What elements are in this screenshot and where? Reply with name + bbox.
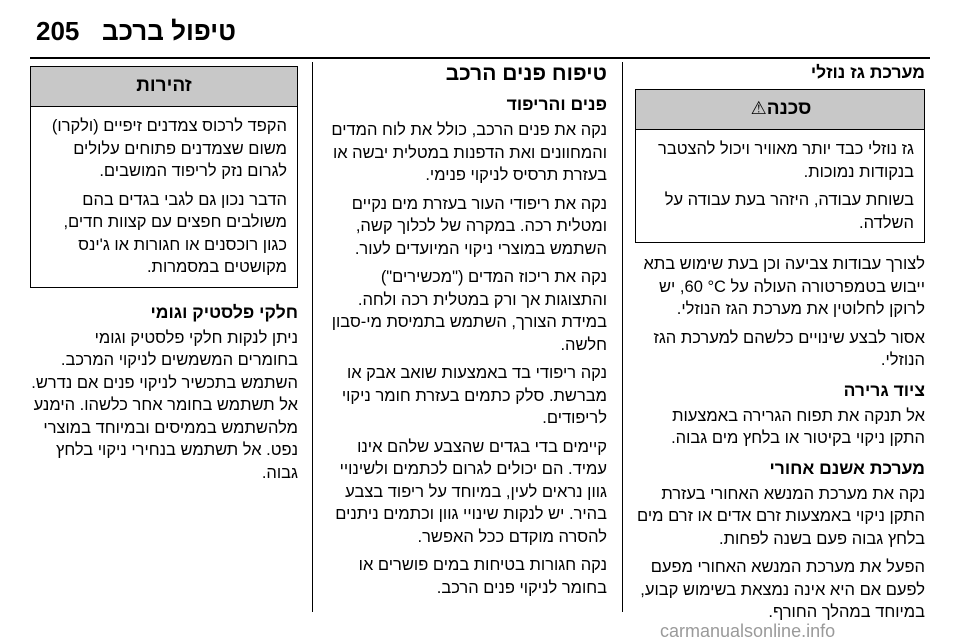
subsection-title-rear-carrier: מערכת אשנם אחורי (769, 457, 925, 478)
warning-triangle-icon: ⚠ (750, 98, 767, 118)
section-title-interior: טיפוח פנים הרכב (445, 62, 607, 85)
body-paragraph: הפעל את מערכת המנשא האחורי מפעם לפעם אם היא אינה נמצאת בשימוש קבוע, במיוחד במהלך החורף. (640, 558, 925, 621)
header-divider (30, 57, 930, 59)
section-title-lpg: מערכת גז נוזלי (810, 62, 925, 82)
middle-column (322, 62, 607, 605)
body-paragraph: נקה את פנים הרכב, כולל את לוח המדים והמחוונים ואת הדפנות במטלית יבשה או בעזרת תרסיס לניקוי פנימי. (331, 121, 607, 184)
subsection-title-towing: ציוד גרירה (843, 379, 925, 400)
danger-box (635, 89, 925, 243)
body-paragraph: נקה חגורות בטיחות במים פושרים או בחומר לניקוי פנים הרכב. (358, 556, 607, 597)
caution-paragraph: הדבר נכון גם לגבי בגדים בהם משולבים חפצים עם קצוות חדים, כגון רוכסנים או חגורות או ג'ינס מקושטים במסמרות. (63, 190, 287, 276)
column-divider (312, 62, 313, 612)
left-column (30, 62, 298, 490)
caution-box-header (31, 67, 297, 107)
section-title-plastic: חלקי פלסטיק וגומי (150, 301, 298, 322)
chapter-title: טיפול ברכב (102, 16, 236, 46)
body-paragraph: ניתן לנקות חלקי פלסטיק וגומי בחומרים המשמשים לניקוי המרכב. השתמש בתכשיר לניקוי פנים אם נדרש. אל תשתמש בחומר אחר כלשהו. הימנע מלהשתמש בממיסים ובמיוחד במוצרי נפט. אל תשתמש בנחירי ניקוי בלחץ גבוה. (31, 328, 298, 482)
page-header (0, 0, 960, 56)
page-number: 205 (36, 16, 80, 46)
body-paragraph: קיימים בדי בגדים שהצבע שלהם אינו עמיד. הם יכולים לגרום לכתמים ולשינויי גוון נראים לעין, במיוחד על ריפוד בצבע בהיר. יש לנקות שינויי גוון וכתמים ניתנים להסרה מוקדם ככל האפשר. (335, 437, 607, 546)
body-paragraph: נקה ריפודי בד באמצעות שואב אבק או מברשת. סלק כתמים בעזרת חומר ניקוי לריפודים. (341, 364, 607, 427)
danger-box-body (636, 130, 924, 242)
caution-box-title: זהירות (136, 75, 192, 96)
body-paragraph: אסור לבצע שינויים כלשהם למערכת הגז הנוזלי. (653, 328, 925, 369)
body-paragraph: נקה את מערכת המנשא האחורי בעזרת התקן ניקוי באמצעות זרם אדים או זרם מים בלחץ גבוה פעם בשנה לפחות. (637, 484, 925, 548)
body-paragraph: נקה את ריפודי העור בעזרת מים נקיים ומטלית רכה. במקרה של לכלוך קשה, השתמש במוצרי ניקוי המיועדים לעור. (351, 194, 607, 258)
watermark: carmanualsonline.info (660, 621, 836, 641)
danger-box-title: סכנה (766, 98, 812, 119)
danger-paragraph: גז נוזלי כבד יותר מאוויר ויכול להצטבר בנקודות נמוכות. (658, 140, 914, 181)
danger-box-header (636, 90, 924, 130)
danger-paragraph: בשוחת עבודה, היזהר בעת עבודה על השלדה. (664, 191, 914, 232)
column-divider (622, 62, 623, 612)
right-column (635, 62, 925, 630)
caution-paragraph: הקפד לרכוס צמדנים זיפיים (ולקרו) משום שצמדנים פתוחים עלולים לגרום נזק לריפוד המושבים. (51, 117, 287, 180)
body-paragraph: אל תנקה את תפוח הגרירה באמצעות התקן ניקוי בקיטור או בלחץ מים גבוה. (671, 406, 925, 447)
caution-box-body (31, 107, 297, 287)
caution-box (30, 66, 298, 288)
subsection-title-upholstery: פנים והריפוד (506, 94, 607, 114)
body-paragraph: נקה את ריכוז המדים ("מכשירים") והתצוגות אך ורק במטלית רכה ולחה. במידת הצורך, השתמש בתמיסת מי-סבון חלשה. (331, 268, 607, 354)
body-paragraph: לצורך עבודות צביעה וכן בעת שימוש בתא ייבוש בטמפרטורה העולה על ‎60 °C‎, יש לרוקן לחלוטין את מערכת הגז הנוזלי. (643, 255, 925, 318)
